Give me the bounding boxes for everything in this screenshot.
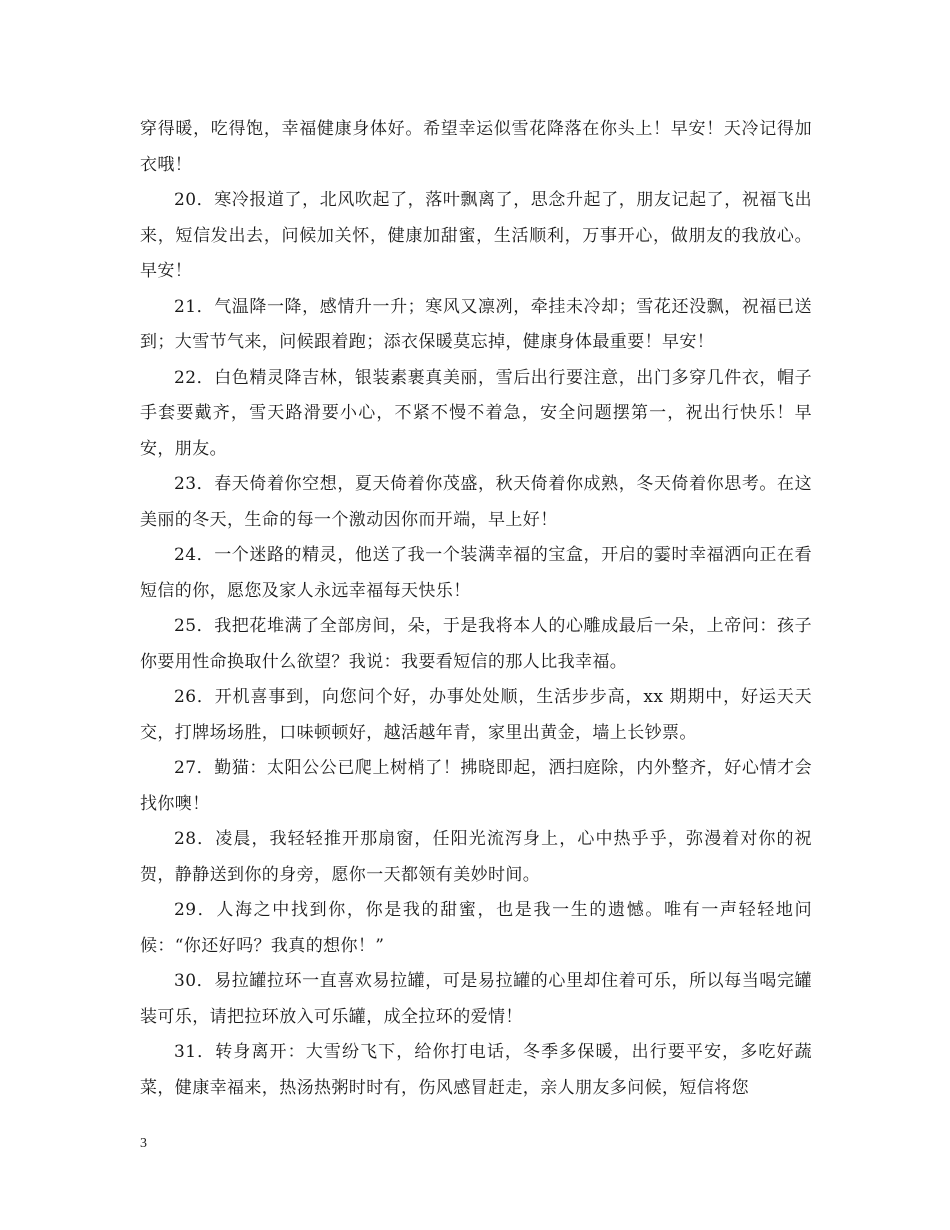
- paragraph-24: 24．一个迷路的精灵，他送了我一个装满幸福的宝盒，开启的霎时幸福洒向正在看短信的你，愿您及家人永远幸福每天快乐！: [140, 545, 812, 601]
- paragraph-26: 26．开机喜事到，向您问个好，办事处处顺，生活步步高，xx 期期中，好运天天交，打牌场场胜，口味顿顿好，越活越年青，家里出黄金，墙上长钞票。: [140, 687, 812, 743]
- paragraph-20: 20．寒冷报道了，北风吹起了，落叶飘离了，思念升起了，朋友记起了，祝福飞出来，短信发出去，问候加关怀，健康加甜蜜，生活顺利，万事开心，做朋友的我放心。早安！: [140, 190, 812, 281]
- paragraph-22: 22．白色精灵降吉林，银装素裹真美丽，雪后出行要注意，出门多穿几件衣，帽子手套要戴齐，雪天路滑要小心，不紧不慢不着急，安全问题摆第一，祝出行快乐！早安，朋友。: [140, 367, 812, 459]
- paragraph-continued: 穿得暖，吃得饱，幸福健康身体好。希望幸运似雪花降落在你头上！早安！天冷记得加衣哦！: [140, 119, 812, 175]
- paragraph-30: 30．易拉罐拉环一直喜欢易拉罐，可是易拉罐的心里却住着可乐，所以每当喝完罐装可乐，请把拉环放入可乐罐，成全拉环的爱情！: [140, 971, 812, 1027]
- page-body: [140, 112, 812, 1106]
- paragraph-28: 28．凌晨，我轻轻推开那扇窗，任阳光流泻身上，心中热乎乎，弥漫着对你的祝贺，静静送到你的身旁，愿你一天都领有美妙时间。: [140, 829, 812, 885]
- paragraph-25: 25．我把花堆满了全部房间，朵，于是我将本人的心雕成最后一朵，上帝问：孩子你要用性命换取什么欲望？我说：我要看短信的那人比我幸福。: [140, 616, 812, 672]
- paragraph-27: 27．勤猫：太阳公公已爬上树梢了！拂晓即起，洒扫庭除，内外整齐，好心情才会找你噢！: [140, 758, 812, 814]
- paragraph-21: 21．气温降一降，感情升一升；寒风又凛冽，牵挂未冷却；雪花还没飘，祝福已送到；大雪节气来，问候跟着跑；添衣保暖莫忘掉，健康身体最重要！早安！: [140, 296, 812, 352]
- paragraph-29: 29．人海之中找到你，你是我的甜蜜，也是我一生的遗憾。唯有一声轻轻地问候：“你还好吗？我真的想你！”: [140, 900, 812, 956]
- page-number: 3: [140, 1136, 147, 1151]
- paragraph-23: 23．春天倚着你空想，夏天倚着你茂盛，秋天倚着你成熟，冬天倚着你思考。在这美丽的冬天，生命的每一个激动因你而开端，早上好！: [140, 474, 812, 530]
- paragraph-31: 31．转身离开：大雪纷飞下，给你打电话，冬季多保暖，出行要平安，多吃好蔬菜，健康幸福来，热汤热粥时时有，伤风感冒赶走，亲人朋友多问候，短信将您: [140, 1042, 812, 1098]
